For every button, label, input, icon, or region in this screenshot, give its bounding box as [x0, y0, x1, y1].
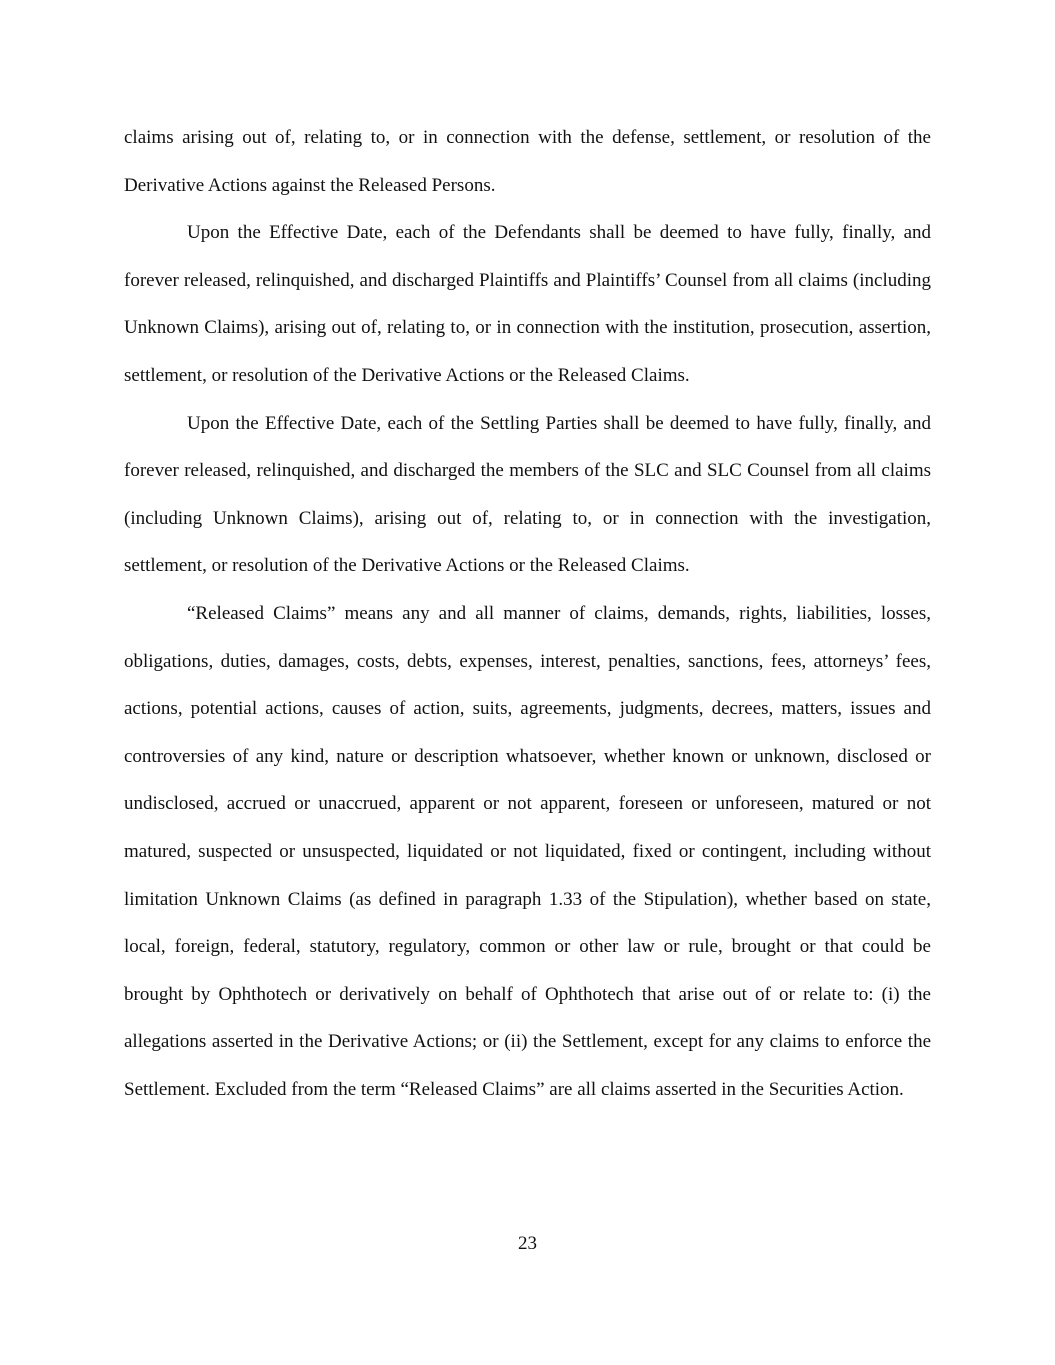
paragraph-settling-parties-release: Upon the Effective Date, each of the Settling Parties shall be deemed to have fully, finally, and forever released, relinquished, and discharged the members of the SLC and SLC Counsel from all claims (including Unknown Claims), arising out of, relating to, or in connection with the investigation, settlement, or resolution of the Derivative Actions or the Released Claims.: [124, 412, 931, 577]
document-body: [124, 114, 931, 1113]
paragraph-defendants-release: Upon the Effective Date, each of the Defendants shall be deemed to have fully, finally, and forever released, relinquished, and discharged Plaintiffs and Plaintiffs’ Counsel from all claims (including Unknown Claims), arising out of, relating to, or in connection with the institution, prosecution, assertion, settlement, or resolution of the Derivative Actions or the Released Claims.: [124, 222, 931, 386]
page-number: 23: [518, 1233, 537, 1254]
paragraph-released-claims-definition: “Released Claims” means any and all manner of claims, demands, rights, liabilities, losses, obligations, duties, damages, costs, debts, expenses, interest, penalties, sanctions, fees, attorneys’ fees, actions, potential actions, causes of action, suits, agreements, judgments, decrees, matters, issues and controversies of any kind, nature or description whatsoever, whether known or unknown, disclosed or undisclosed, accrued or unaccrued, apparent or not apparent, foreseen or unforeseen, matured or not matured, suspected or unsuspected, liquidated or not liquidated, fixed or contingent, including without limitation Unknown Claims (as defined in paragraph 1.33 of the Stipulation), whether based on state, local, foreign, federal, statutory, regulatory, common or other law or rule, brought or that could be brought by Ophthotech or derivatively on behalf of Ophthotech that arise out of or relate to: (i) the allegations asserted in the Derivative Actions; or (ii) the Settlement, except for any claims to enforce the Settlement. Excluded from the term “Released Claims” are all claims asserted in the Securities Action.: [124, 602, 931, 1100]
paragraph-continuation: claims arising out of, relating to, or in connection with the defense, settlement, or resolution of the Derivative Actions against the Released Persons.: [124, 127, 931, 196]
